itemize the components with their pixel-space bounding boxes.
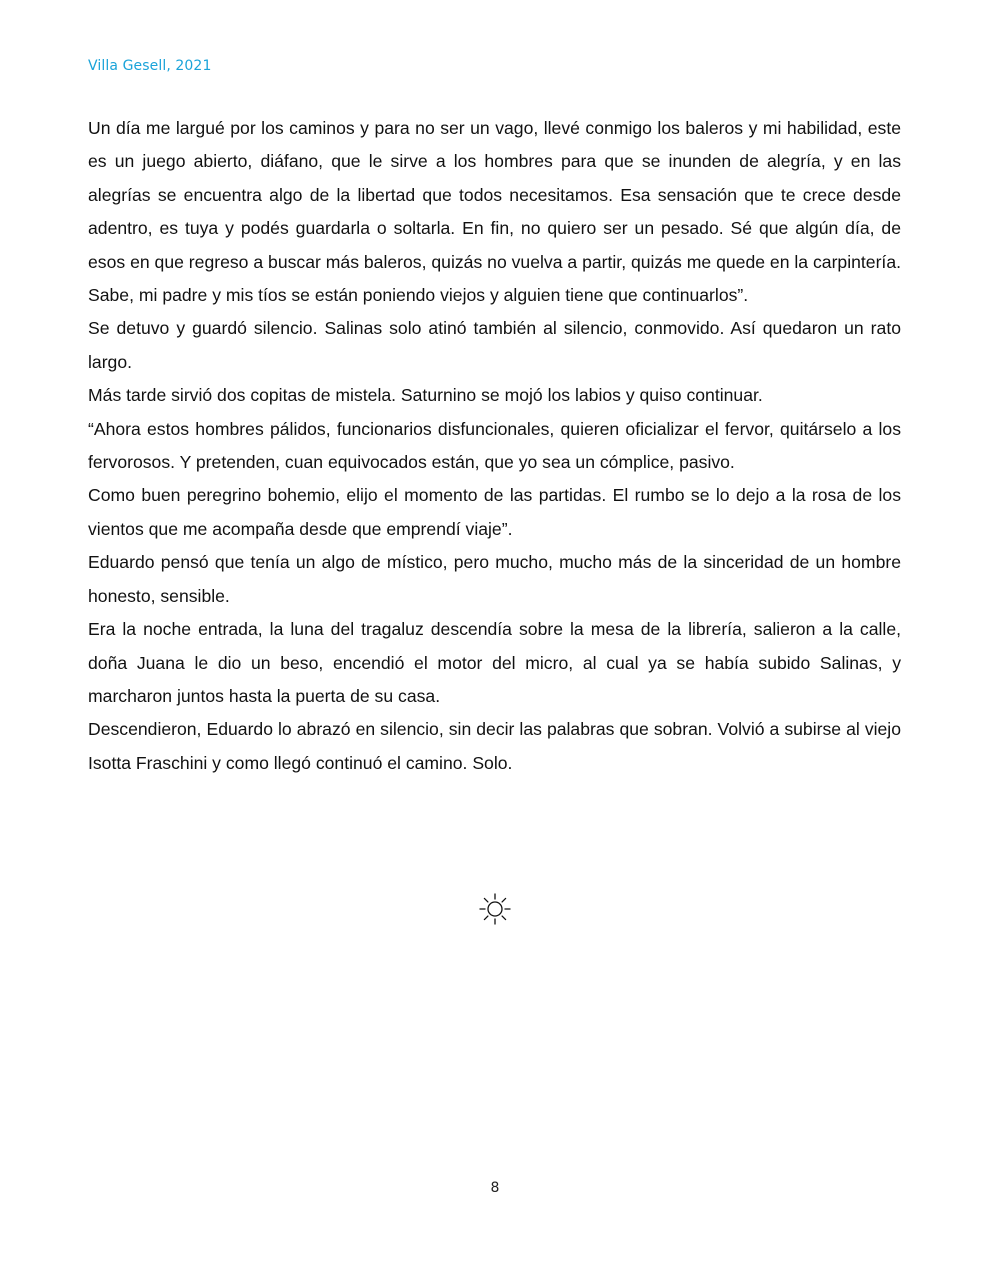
paragraph: Como buen peregrino bohemio, elijo el momento de las partidas. El rumbo se lo dejo a la rosa de los vientos que me acompaña desde que emprendí viaje”.: [88, 485, 901, 539]
paragraph: Se detuvo y guardó silencio. Salinas solo atinó también al silencio, conmovido. Así quedaron un rato largo.: [88, 318, 901, 372]
paragraph: Era la noche entrada, la luna del tragaluz descendía sobre la mesa de la librería, salieron a la calle, doña Juana le dio un beso, encendió el motor del micro, al cual ya se había subido Salinas, y marcharon juntos hasta la puerta de su casa.: [88, 619, 901, 706]
sun-icon: [478, 892, 512, 926]
paragraph: Eduardo pensó que tenía un algo de místico, pero mucho, mucho más de la sinceridad de un hombre honesto, sensible.: [88, 552, 901, 606]
page-header: Villa Gesell, 2021: [88, 58, 212, 74]
body-text: [88, 112, 901, 780]
paragraph: Más tarde sirvió dos copitas de mistela. Saturnino se mojó los labios y quiso continuar.: [88, 385, 763, 406]
page-number: 8: [490, 1180, 500, 1196]
paragraph: “Ahora estos hombres pálidos, funcionarios disfuncionales, quieren oficializar el fervor, quitárselo a los fervorosos. Y pretenden, cuan equivocados están, que yo sea un cómplice, pasivo.: [88, 418, 901, 473]
paragraph: Un día me largué por los caminos y para no ser un vago, llevé conmigo los baleros y mi habilidad, este es un juego abierto, diáfano, que le sirve a los hombres para que se inunden de alegría, y en las alegrías se encuentra algo de la libertad que todos necesitamos. Esa sensación que te crece desde adentro, es tuya y podés guardarla o soltarla. En fin, no quiero ser un pesado. Sé que algún día, de esos en que regreso a buscar más baleros, quizás no vuelva a partir, quizás me quede en la carpintería. Sabe, mi padre y mis tíos se están poniendo viejos y alguien tiene que continuarlos”.: [88, 118, 901, 306]
paragraph: Descendieron, Eduardo lo abrazó en silencio, sin decir las palabras que sobran. Volvió a subirse al viejo Isotta Fraschini y como llegó continuó el camino. Solo.: [88, 719, 901, 773]
